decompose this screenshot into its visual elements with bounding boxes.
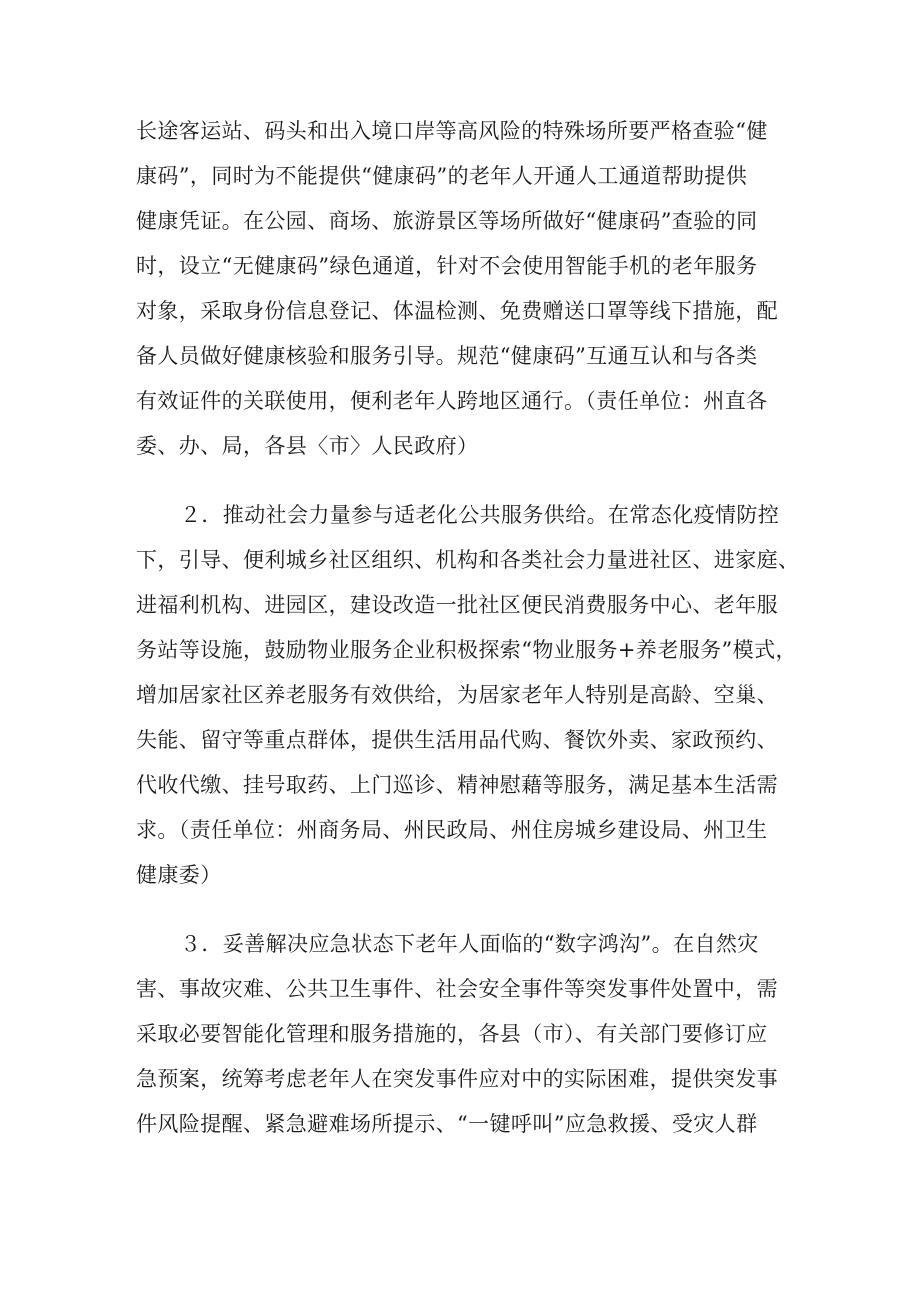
text-line: 时，设立“无健康码”绿色通道，针对不会使用智能手机的老年服务 (136, 254, 758, 278)
text-line: 康码”，同时为不能提供“健康码”的老年人开通人工通道帮助提供 (136, 164, 748, 188)
paragraph-heading-3: ３．妥善解决应急状态下老年人面临的“数字鸿沟”。在自然灾 (180, 932, 759, 956)
paragraph-heading-2: ２．推动社会力量参与适老化公共服务供给。在常态化疫情防控 (180, 503, 780, 527)
text-line: 急预案，统筹考虑老年人在突发事件应对中的实际困难，提供突发事 (136, 1067, 778, 1091)
text-line: 求。（责任单位：州商务局、州民政局、州住房城乡建设局、州卫生 (136, 818, 768, 842)
text-line: 对象，采取身份信息登记、体温检测、免费赠送口罩等线下措施，配 (136, 299, 778, 323)
text-line: 代收代缴、挂号取药、上门巡诊、精神慰藉等服务，满足基本生活需 (136, 773, 778, 797)
text-line: 件风险提醒、紧急避难场所提示、“一键呼叫”应急救援、受灾人群 (136, 1112, 758, 1136)
text-line: 长途客运站、码头和出入境口岸等高风险的特殊场所要严格查验“健 (136, 119, 768, 143)
text-line: 害、事故灾难、公共卫生事件、社会安全事件等突发事件处置中，需 (136, 977, 778, 1001)
text-line: 委、办、局，各县〈市〉人民政府） (136, 434, 479, 458)
text-line: 务站等设施，鼓励物业服务企业积极探索“物业服务+养老服务”模式， (136, 638, 797, 662)
text-line: 进福利机构、进园区，建设改造一批社区便民消费服务中心、老年服 (136, 593, 778, 617)
text-line: 备人员做好健康核验和服务引导。规范“健康码”互通互认和与各类 (136, 344, 758, 368)
text-line: 健康凭证。在公园、商场、旅游景区等场所做好“健康码”查验的同 (136, 209, 758, 233)
text-line: 失能、留守等重点群体，提供生活用品代购、餐饮外卖、家政预约、 (136, 728, 778, 752)
text-line: 下，引导、便利城乡社区组织、机构和各类社会力量进社区、进家庭、 (136, 548, 800, 572)
text-line: 增加居家社区养老服务有效供给，为居家老年人特别是高龄、空巢、 (136, 683, 778, 707)
text-line: 健康委） (136, 863, 222, 887)
text-line: 有效证件的关联使用，便利老年人跨地区通行。（责任单位：州直各 (136, 389, 768, 413)
text-line: 采取必要智能化管理和服务措施的，各县（市）、有关部门要修订应 (136, 1022, 768, 1046)
